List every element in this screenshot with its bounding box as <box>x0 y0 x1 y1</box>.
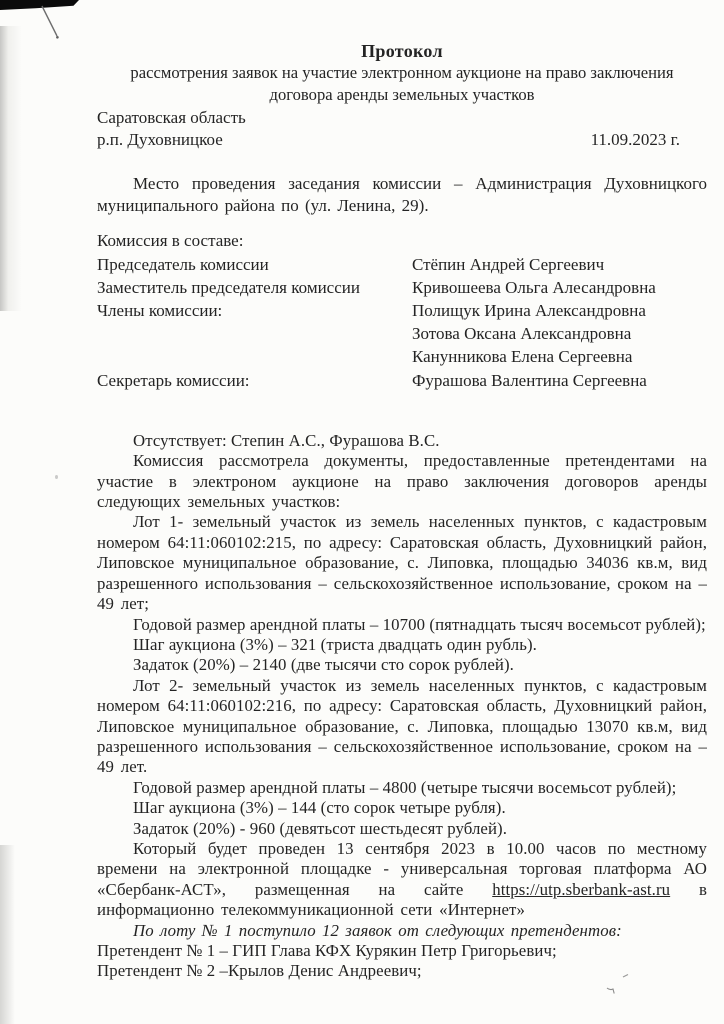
claims-lead-line: По лоту № 1 поступило 12 заявок от следующих претендентов: <box>133 920 622 940</box>
scan-left-edge-shadow-top <box>0 26 22 311</box>
region-line: Саратовская область <box>97 107 246 127</box>
commission-row <box>97 369 707 392</box>
commission-names <box>412 369 707 392</box>
commission-role: Секретарь комиссии: <box>97 370 250 390</box>
commission-names <box>412 276 707 299</box>
commission-role: Заместитель председателя комиссии <box>97 277 360 297</box>
commission-member-name: Зотова Оксана Александровна <box>412 324 632 344</box>
commission-member-name: Кривошеева Ольга Алесандровна <box>412 277 656 297</box>
commission-member-name: Фурашова Валентина Сергеевна <box>412 370 647 390</box>
commission-heading: Комиссия в составе: <box>97 231 244 251</box>
document-subtitle-line2: договора аренды земельных участков <box>269 85 535 105</box>
commission-row <box>97 276 707 299</box>
reviewed-paragraph: Комиссия рассмотрела документы, предоставленные претендентами на участие в электроном аукционе на право заключения договоров аренды следующих земельных участков: <box>97 451 707 512</box>
document-subtitle-line1: рассмотрения заявок на участие электронном аукционе на право заключения <box>130 63 674 82</box>
auction-text-after: в информационно телекоммуникационной сети «Интернет» <box>97 879 708 920</box>
scan-speck <box>55 475 58 479</box>
lot1-deposit-line: Задаток (20%) – 2140 (две тысячи сто сорок рублей). <box>133 655 514 675</box>
document-body <box>97 431 707 982</box>
settlement-label: р.п. Духовницкое <box>97 130 223 150</box>
auction-paragraph <box>97 839 707 921</box>
lot1-rent-line: Годовой размер арендной платы – 10700 (пятнадцать тысяч восемьсот рублей); <box>133 614 706 634</box>
auction-text-before: Который будет проведен 13 сентября 2023 в 10.00 часов по местному времени на электронной площадке - универсальная торговая платформа АО «Сбербанк-АСТ», размещенная на сайте <box>97 838 707 899</box>
absent-line: Отсутствует: Степин А.С., Фурашова В.С. <box>133 430 440 450</box>
commission-member-name: Канунникова Елена Сергеевна <box>412 347 633 367</box>
document-content <box>97 40 707 982</box>
commission-member-name: Полищук Ирина Александровна <box>412 301 646 321</box>
commission-names <box>412 299 707 369</box>
commission-role: Председатель комиссии <box>97 254 269 274</box>
document-date: 11.09.2023 г. <box>590 130 680 150</box>
claimant-line: Претендент № 1 – ГИП Глава КФХ Курякин Петр Григорьевич; <box>97 941 557 961</box>
commission-row <box>97 253 707 276</box>
lot2-deposit-line: Задаток (20%) - 960 (девятьсот шестьдесят рублей). <box>133 818 508 838</box>
commission-table <box>97 229 707 391</box>
lot2-step-line: Шаг аукциона (3%) – 144 (сто сорок четыре рубля). <box>133 798 506 818</box>
commission-role: Члены комиссии: <box>97 301 223 321</box>
lot1-paragraph: Лот 1- земельный участок из земель населенных пунктов, с кадастровым номером 64:11:060102:215, по адресу: Саратовская область, Духовницкий район, Липовское муниципальное образование, с. Липовка, площадью 34036 кв.м, вид разрешенного использования – сельскохозяйственное использование, сроком на – 49 лет; <box>97 512 707 614</box>
commission-names <box>412 253 707 276</box>
claimant-line: Претендент № 2 –Крылов Денис Андреевич; <box>97 961 422 981</box>
lot2-paragraph: Лот 2- земельный участок из земель населенных пунктов, с кадастровым номером 64:11:060102:216, по адресу: Саратовская область, Духовницкий район, Липовское муниципальное образование, с. Липовка, площадью 13070 кв.м, вид разрешенного использования – сельскохозяйственное использование, сроком на – 49 лет. <box>97 675 707 777</box>
commission-member-name: Стёпин Андрей Сергеевич <box>412 254 605 274</box>
commission-row <box>97 299 707 369</box>
document-title: Протокол <box>361 41 443 61</box>
auction-url-link: https://utp.sberbank-ast.ru <box>492 879 671 899</box>
venue-paragraph: Место проведения заседания комиссии – Администрация Духовницкого муниципального района по (ул. Ленина, 29). <box>97 173 707 216</box>
pen-mark-icon <box>37 3 63 43</box>
lot1-step-line: Шаг аукциона (3%) – 321 (триста двадцать один рубль). <box>133 634 537 654</box>
settlement-date-row <box>97 129 707 151</box>
scan-left-edge-shadow-bottom <box>0 845 15 1024</box>
lot2-rent-line: Годовой размер арендной платы – 4800 (четыре тысячи восемьсот рублей); <box>133 777 677 797</box>
